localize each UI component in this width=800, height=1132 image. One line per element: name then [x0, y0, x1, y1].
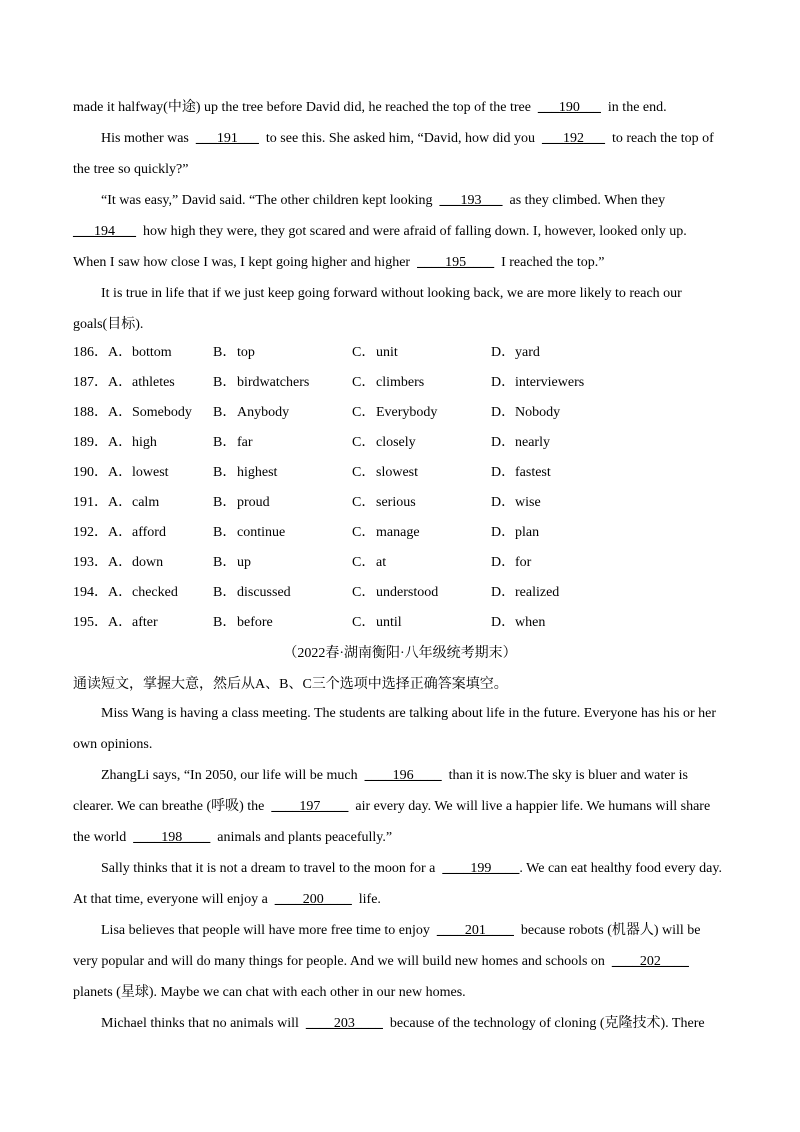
choice-label: C．	[352, 555, 376, 570]
text-segment: animals and plants peacefully.”	[210, 830, 393, 845]
choice-text: down	[132, 555, 164, 570]
blank-199: ____199____	[442, 861, 520, 876]
choice-label: D．	[491, 555, 516, 570]
choice-label: D．	[491, 435, 516, 450]
choice-text: for	[515, 555, 532, 570]
choice-label: A．	[108, 345, 133, 360]
choice-text: top	[237, 345, 255, 360]
text-segment: the tree so quickly?”	[73, 162, 189, 177]
paragraph	[73, 915, 727, 1008]
blank-193: ___193___	[439, 193, 503, 208]
choice-a	[73, 578, 213, 608]
question-row-192	[73, 518, 727, 548]
question-number: 187．	[73, 375, 108, 390]
choice-label: A．	[108, 375, 133, 390]
choice-a	[73, 368, 213, 398]
choice-label: A．	[108, 525, 133, 540]
text-line	[73, 92, 727, 123]
paragraph	[73, 278, 727, 340]
choice-a	[73, 518, 213, 548]
text-segment: I reached the top.”	[494, 255, 605, 270]
text-segment: Sally thinks that it is not a dream to travel to the moon for a	[101, 861, 443, 876]
choice-b	[213, 488, 352, 518]
choice-text: proud	[237, 495, 270, 510]
paragraph	[73, 185, 727, 278]
text-line	[73, 278, 727, 309]
question-number: 193．	[73, 555, 108, 570]
text-segment: made it halfway(中途) up the tree before David did, he reached the top of the tree	[73, 100, 538, 115]
choice-label: B．	[213, 525, 237, 540]
question-row-190	[73, 458, 727, 488]
text-segment: than it is now.The sky is bluer and water is	[441, 768, 688, 783]
choice-label: C．	[352, 345, 376, 360]
blank-197: ____197____	[271, 799, 349, 814]
cloze-passage-2	[73, 698, 727, 1039]
choice-label: C．	[352, 375, 376, 390]
choice-text: bottom	[132, 345, 172, 360]
choice-label: B．	[213, 585, 237, 600]
text-segment: own opinions.	[73, 737, 153, 752]
text-segment: . We can eat healthy food every day.	[519, 861, 722, 876]
choice-label: D．	[491, 345, 516, 360]
text-line	[73, 698, 727, 729]
choice-a	[73, 398, 213, 428]
choice-label: B．	[213, 555, 237, 570]
choice-label: A．	[108, 405, 133, 420]
choice-text: understood	[376, 585, 439, 600]
choice-text: calm	[132, 495, 160, 510]
blank-200: ____200____	[274, 892, 352, 907]
question-row-194	[73, 578, 727, 608]
choice-label: A．	[108, 435, 133, 450]
choice-label: D．	[491, 615, 516, 630]
choice-b	[213, 368, 352, 398]
choice-label: A．	[108, 585, 133, 600]
text-segment: to see this. She asked him, “David, how did you	[258, 131, 542, 146]
choice-d	[491, 428, 630, 458]
choice-text: slowest	[376, 465, 418, 480]
blank-192: ___192___	[541, 131, 605, 146]
choice-a	[73, 488, 213, 518]
choice-text: closely	[376, 435, 416, 450]
text-segment: It is true in life that if we just keep going forward without looking back, we are more likely to reach our	[101, 286, 682, 301]
choice-label: A．	[108, 495, 133, 510]
choice-d	[491, 548, 630, 578]
text-segment: Lisa believes that people will have more free time to enjoy	[101, 923, 437, 938]
document-body	[73, 92, 727, 1039]
blank-191: ___191___	[195, 131, 259, 146]
text-line	[73, 791, 727, 822]
choice-b	[213, 458, 352, 488]
question-row-187	[73, 368, 727, 398]
choice-c	[352, 518, 491, 548]
choice-text: nearly	[515, 435, 550, 450]
choice-label: C．	[352, 615, 376, 630]
choice-text: yard	[515, 345, 540, 360]
choice-text: realized	[515, 585, 560, 600]
text-segment: because robots (机器人) will be	[513, 923, 701, 938]
choice-text: before	[237, 615, 273, 630]
blank-196: ____196____	[364, 768, 442, 783]
choice-label: B．	[213, 345, 237, 360]
text-segment: the world	[73, 830, 134, 845]
choice-text: birdwatchers	[237, 375, 310, 390]
blank-201: ____201____	[436, 923, 514, 938]
choice-label: B．	[213, 495, 237, 510]
question-number: 188．	[73, 405, 108, 420]
choice-label: D．	[491, 405, 516, 420]
blank-202: ____202____	[611, 954, 689, 969]
choice-text: fastest	[515, 465, 551, 480]
choice-c	[352, 578, 491, 608]
blank-203: ____203____	[305, 1016, 383, 1031]
text-segment: At that time, everyone will enjoy a	[73, 892, 275, 907]
choice-text: Anybody	[237, 405, 290, 420]
text-segment: in the end.	[600, 100, 667, 115]
choice-text: after	[132, 615, 158, 630]
cloze-passage-1	[73, 92, 727, 340]
text-line	[73, 216, 727, 247]
text-segment: planets (星球). Maybe we can chat with each other in our new homes.	[73, 985, 466, 1000]
choice-c	[352, 458, 491, 488]
text-segment: Miss Wang is having a class meeting. The students are talking about life in the future. Everyone has his or her	[101, 706, 716, 721]
text-segment: very popular and will do many things for people. And we will build new homes and schools on	[73, 954, 612, 969]
choice-text: at	[376, 555, 387, 570]
choice-text: checked	[132, 585, 178, 600]
choice-label: D．	[491, 525, 516, 540]
choice-text: climbers	[376, 375, 425, 390]
choice-label: B．	[213, 405, 237, 420]
paragraph	[73, 853, 727, 915]
choice-d	[491, 458, 630, 488]
choice-text: until	[376, 615, 402, 630]
choice-label: C．	[352, 585, 376, 600]
text-line	[73, 247, 727, 278]
text-line	[73, 915, 727, 946]
choice-label: C．	[352, 405, 376, 420]
choice-label: B．	[213, 375, 237, 390]
choice-label: C．	[352, 495, 376, 510]
text-segment: Michael thinks that no animals will	[101, 1016, 306, 1031]
question-number: 191．	[73, 495, 108, 510]
text-segment: clearer. We can breathe (呼吸) the	[73, 799, 272, 814]
choice-label: C．	[352, 465, 376, 480]
question-row-189	[73, 428, 727, 458]
choice-text: manage	[376, 525, 420, 540]
choice-b	[213, 338, 352, 368]
choice-b	[213, 608, 352, 638]
question-number: 194．	[73, 585, 108, 600]
choice-text: Nobody	[515, 405, 561, 420]
choice-text: lowest	[132, 465, 169, 480]
text-line	[73, 309, 727, 340]
question-number: 189．	[73, 435, 108, 450]
question-number: 192．	[73, 525, 108, 540]
choice-text: high	[132, 435, 157, 450]
choice-text: unit	[376, 345, 398, 360]
text-line	[73, 1008, 727, 1039]
choice-d	[491, 608, 630, 638]
choice-text: when	[515, 615, 546, 630]
choice-label: A．	[108, 615, 133, 630]
choice-d	[491, 398, 630, 428]
paragraph	[73, 92, 727, 123]
text-line	[73, 154, 727, 185]
choice-text: interviewers	[515, 375, 585, 390]
choice-d	[491, 488, 630, 518]
question-row-195	[73, 608, 727, 638]
choice-d	[491, 578, 630, 608]
choice-text: athletes	[132, 375, 175, 390]
choice-c	[352, 428, 491, 458]
question-row-191	[73, 488, 727, 518]
choice-c	[352, 488, 491, 518]
text-line	[73, 123, 727, 154]
choice-text: up	[237, 555, 251, 570]
choice-text: wise	[515, 495, 541, 510]
text-segment: air every day. We will live a happier life. We humans will share	[348, 799, 711, 814]
text-line	[73, 884, 727, 915]
choice-text: Somebody	[132, 405, 192, 420]
question-number: 195．	[73, 615, 108, 630]
choice-label: B．	[213, 465, 237, 480]
text-line	[73, 185, 727, 216]
blank-195: ____195____	[417, 255, 495, 270]
text-line	[73, 822, 727, 853]
choice-label: C．	[352, 525, 376, 540]
choice-label: B．	[213, 615, 237, 630]
choice-text: highest	[237, 465, 278, 480]
text-line	[73, 760, 727, 791]
choice-a	[73, 458, 213, 488]
choice-b	[213, 518, 352, 548]
answer-options	[73, 338, 727, 638]
text-segment: goals(目标).	[73, 317, 144, 332]
text-segment: because of the technology of cloning (克隆技术). There	[382, 1016, 705, 1031]
text-segment: His mother was	[101, 131, 196, 146]
question-row-188	[73, 398, 727, 428]
choice-b	[213, 428, 352, 458]
choice-c	[352, 398, 491, 428]
text-segment: When I saw how close I was, I kept going higher and higher	[73, 255, 418, 270]
choice-c	[352, 338, 491, 368]
choice-c	[352, 608, 491, 638]
blank-190: ___190___	[537, 100, 601, 115]
text-line	[73, 853, 727, 884]
choice-label: D．	[491, 495, 516, 510]
choice-b	[213, 398, 352, 428]
choice-label: C．	[352, 435, 376, 450]
text-segment: as they climbed. When they	[502, 193, 666, 208]
choice-b	[213, 578, 352, 608]
choice-a	[73, 608, 213, 638]
choice-text: plan	[515, 525, 540, 540]
paragraph	[73, 698, 727, 760]
choice-label: D．	[491, 585, 516, 600]
choice-a	[73, 338, 213, 368]
choice-text: continue	[237, 525, 286, 540]
paragraph	[73, 1008, 727, 1039]
source-label: （2022春·湖南衡阳·八年级统考期末）	[283, 646, 517, 661]
choice-a	[73, 548, 213, 578]
choice-label: D．	[491, 465, 516, 480]
text-segment: ZhangLi says, “In 2050, our life will be much	[101, 768, 365, 783]
choice-c	[352, 368, 491, 398]
choice-text: serious	[376, 495, 416, 510]
choice-label: B．	[213, 435, 237, 450]
text-segment: how high they were, they got scared and were afraid of falling down. I, however, looked only up.	[136, 224, 687, 239]
choice-text: far	[237, 435, 253, 450]
text-line	[73, 729, 727, 760]
text-line	[73, 946, 727, 977]
text-segment: “It was easy,” David said. “The other children kept looking	[101, 193, 440, 208]
blank-194: ___194___	[73, 224, 136, 239]
text-segment: to reach the top of	[604, 131, 714, 146]
choice-label: A．	[108, 465, 133, 480]
question-number: 186．	[73, 345, 108, 360]
question-row-186	[73, 338, 727, 368]
choice-d	[491, 518, 630, 548]
choice-d	[491, 338, 630, 368]
choice-a	[73, 428, 213, 458]
choice-d	[491, 368, 630, 398]
text-segment: life.	[351, 892, 381, 907]
choice-b	[213, 548, 352, 578]
question-row-193	[73, 548, 727, 578]
blank-198: ____198____	[133, 830, 211, 845]
choice-text: discussed	[237, 585, 291, 600]
paragraph	[73, 123, 727, 185]
choice-label: A．	[108, 555, 133, 570]
text-line	[73, 977, 727, 1008]
question-number: 190．	[73, 465, 108, 480]
choice-c	[352, 548, 491, 578]
choice-text: afford	[132, 525, 166, 540]
section-instructions: 通读短文，掌握大意，然后从A、B、C三个选项中选择正确答案填空。	[73, 677, 508, 692]
paragraph	[73, 760, 727, 853]
choice-text: Everybody	[376, 405, 438, 420]
choice-label: D．	[491, 375, 516, 390]
